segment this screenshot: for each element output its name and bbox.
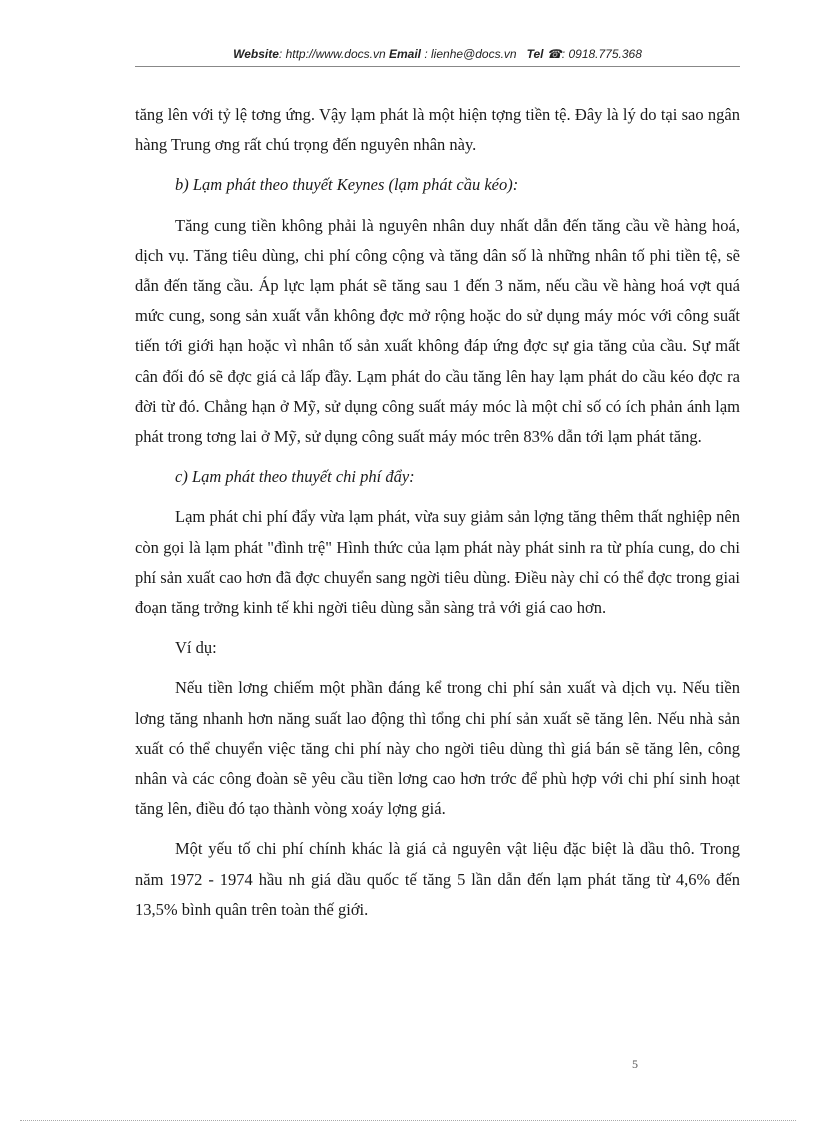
paragraph-wage-example: Nếu tiền lơng chiếm một phần đáng kể trong chi phí sản xuất và dịch vụ. Nếu tiền lơng tăng nhanh hơn năng suất lao động thì tổng chi phí sản xuất sẽ tăng lên. Nếu nhà sản xuất có thể chuyển việc tăng chi phí này cho ngời tiêu dùng thì giá bán sẽ tăng lên, công nhân và các công đoàn sẽ yêu cầu tiền lơng cao hơn trớc để phù hợp với chi phí sinh hoạt tăng lên, điều đó tạo thành vòng xoáy lợng giá. <box>135 678 740 819</box>
website-value: : http://www.docs.vn <box>278 47 386 61</box>
page-number: 5 <box>632 1057 638 1071</box>
paragraph-demand-pull: Tăng cung tiền không phải là nguyên nhân duy nhất dẫn đến tăng cầu về hàng hoá, dịch vụ. Tăng tiêu dùng, chi phí công cộng và tăng dân số là những nhân tố phi tiền tệ, sẽ dẫn đến tăng cầu. Áp lực lạm phát sẽ tăng sau 1 đến 3 năm, nếu cầu về hàng hoá vợt quá mức cung, song sản xuất vẫn không đợc mở rộng hoặc do sử dụng máy móc với công suất tiến tới giới hạn hoặc vì nhân tố sản xuất không đáp ứng đợc sự gia tăng của cầu. Sự mất cân đối đó sẽ đợc giá cả lấp đầy. Lạm phát do cầu tăng lên hay lạm phát do cầu kéo đợc ra đời từ đó. Chẳng hạn ở Mỹ, sử dụng công suất máy móc là một chỉ số có ích phản ánh lạm phát trong tơng lai ở Mỹ, sử dụng công suất máy móc trên 83% dẫn tới lạm phát tăng. <box>135 215 740 447</box>
header-divider <box>135 66 740 67</box>
phone-icon: ☎ <box>546 47 562 61</box>
tel-value: : 0918.775.368 <box>561 47 642 61</box>
paragraph-continuation: tăng lên với tỷ lệ tơng ứng. Vậy lạm phát là một hiện tợng tiền tệ. Đây là lý do tại sao ngân hàng Trung ơng rất chú trọng đến nguyên nhân này. <box>135 105 740 155</box>
section-heading-cost-push: c) Lạm phát theo thuyết chi phí đẩy: <box>175 467 415 487</box>
email-label: Email <box>388 47 421 61</box>
paragraph-oil-example: Một yếu tố chi phí chính khác là giá cả nguyên vật liệu đặc biệt là dầu thô. Trong năm 1972 - 1974 hầu nh giá dầu quốc tế tăng 5 lần dẫn đến lạm phát tăng từ 4,6% đến 13,5% bình quân trên toàn thế giới. <box>135 839 740 919</box>
website-label: Website <box>233 47 279 61</box>
page-bottom-divider <box>20 1120 796 1121</box>
section-heading-keynes: b) Lạm phát theo thuyết Keynes (lạm phát cầu kéo): <box>175 175 519 195</box>
example-label: Ví dụ: <box>175 638 217 658</box>
paragraph-cost-push: Lạm phát chi phí đẩy vừa lạm phát, vừa suy giảm sản lợng tăng thêm thất nghiệp nên còn gọi là lạm phát "đình trệ" Hình thức của lạm phát này phát sinh ra từ phía cung, do chi phí sản xuất cao hơn đã đợc chuyển sang ngời tiêu dùng. Điều này chỉ có thể đợc trong giai đoạn tăng trởng kinh tế khi ngời tiêu dùng sẵn sàng trả với giá cao hơn. <box>135 507 740 618</box>
tel-label: Tel <box>526 47 544 61</box>
document-body <box>135 100 740 935</box>
email-value: : lienhe@docs.vn <box>424 47 517 61</box>
page-header <box>135 47 740 67</box>
